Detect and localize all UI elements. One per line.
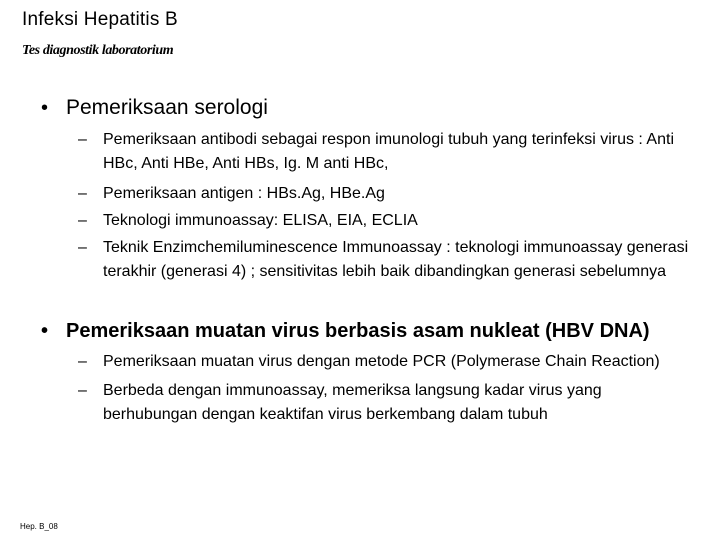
sub-list (0, 128, 720, 284)
dash-icon: – (78, 353, 87, 370)
list-item-text: Teknik Enzimchemiluminescence Immunoassay : teknologi immunoassay generasi terakhir (generasi 4) ; sensitivitas lebih baik dibandingkan generasi sebelumnya (103, 239, 689, 280)
list-item (0, 236, 720, 284)
list-item-text: Pemeriksaan muatan virus dengan metode PCR (Polymerase Chain Reaction) (103, 353, 660, 370)
page-title: Infeksi Hepatitis B (22, 9, 178, 30)
section-heading (0, 318, 720, 344)
list-item (0, 379, 720, 427)
section-heading-text: Pemeriksaan serologi (66, 96, 268, 119)
dash-icon: – (78, 382, 87, 399)
dash-icon: – (78, 212, 87, 229)
dash-icon: – (78, 185, 87, 202)
dash-icon: – (78, 239, 87, 256)
section-heading-text: Pemeriksaan muatan virus berbasis asam nukleat (HBV DNA) (66, 320, 650, 342)
section-heading (0, 95, 720, 121)
list-item-text: Berbeda dengan immunoassay, memeriksa langsung kadar virus yang berhubungan dengan keaktifan virus berkembang dalam tubuh (103, 382, 602, 423)
section-hbv-dna (0, 318, 720, 427)
bullet-icon: • (41, 320, 49, 342)
section-serologi (0, 95, 720, 284)
list-item-text: Teknologi immunoassay: ELISA, EIA, ECLIA (103, 212, 418, 229)
list-item (0, 350, 720, 374)
list-item (0, 182, 720, 206)
sub-list (0, 350, 720, 427)
footer-label: Hep. B_08 (20, 522, 58, 531)
page-subtitle: Tes diagnostik laboratorium (22, 43, 174, 58)
bullet-icon: • (41, 97, 49, 119)
dash-icon: – (78, 131, 87, 148)
list-item (0, 209, 720, 233)
list-item-text: Pemeriksaan antibodi sebagai respon imunologi tubuh yang terinfeksi virus : Anti HBc, Anti HBe, Anti HBs, Ig. M anti HBc, (103, 131, 674, 172)
list-item (0, 128, 720, 176)
list-item-text: Pemeriksaan antigen : HBs.Ag, HBe.Ag (103, 185, 385, 202)
